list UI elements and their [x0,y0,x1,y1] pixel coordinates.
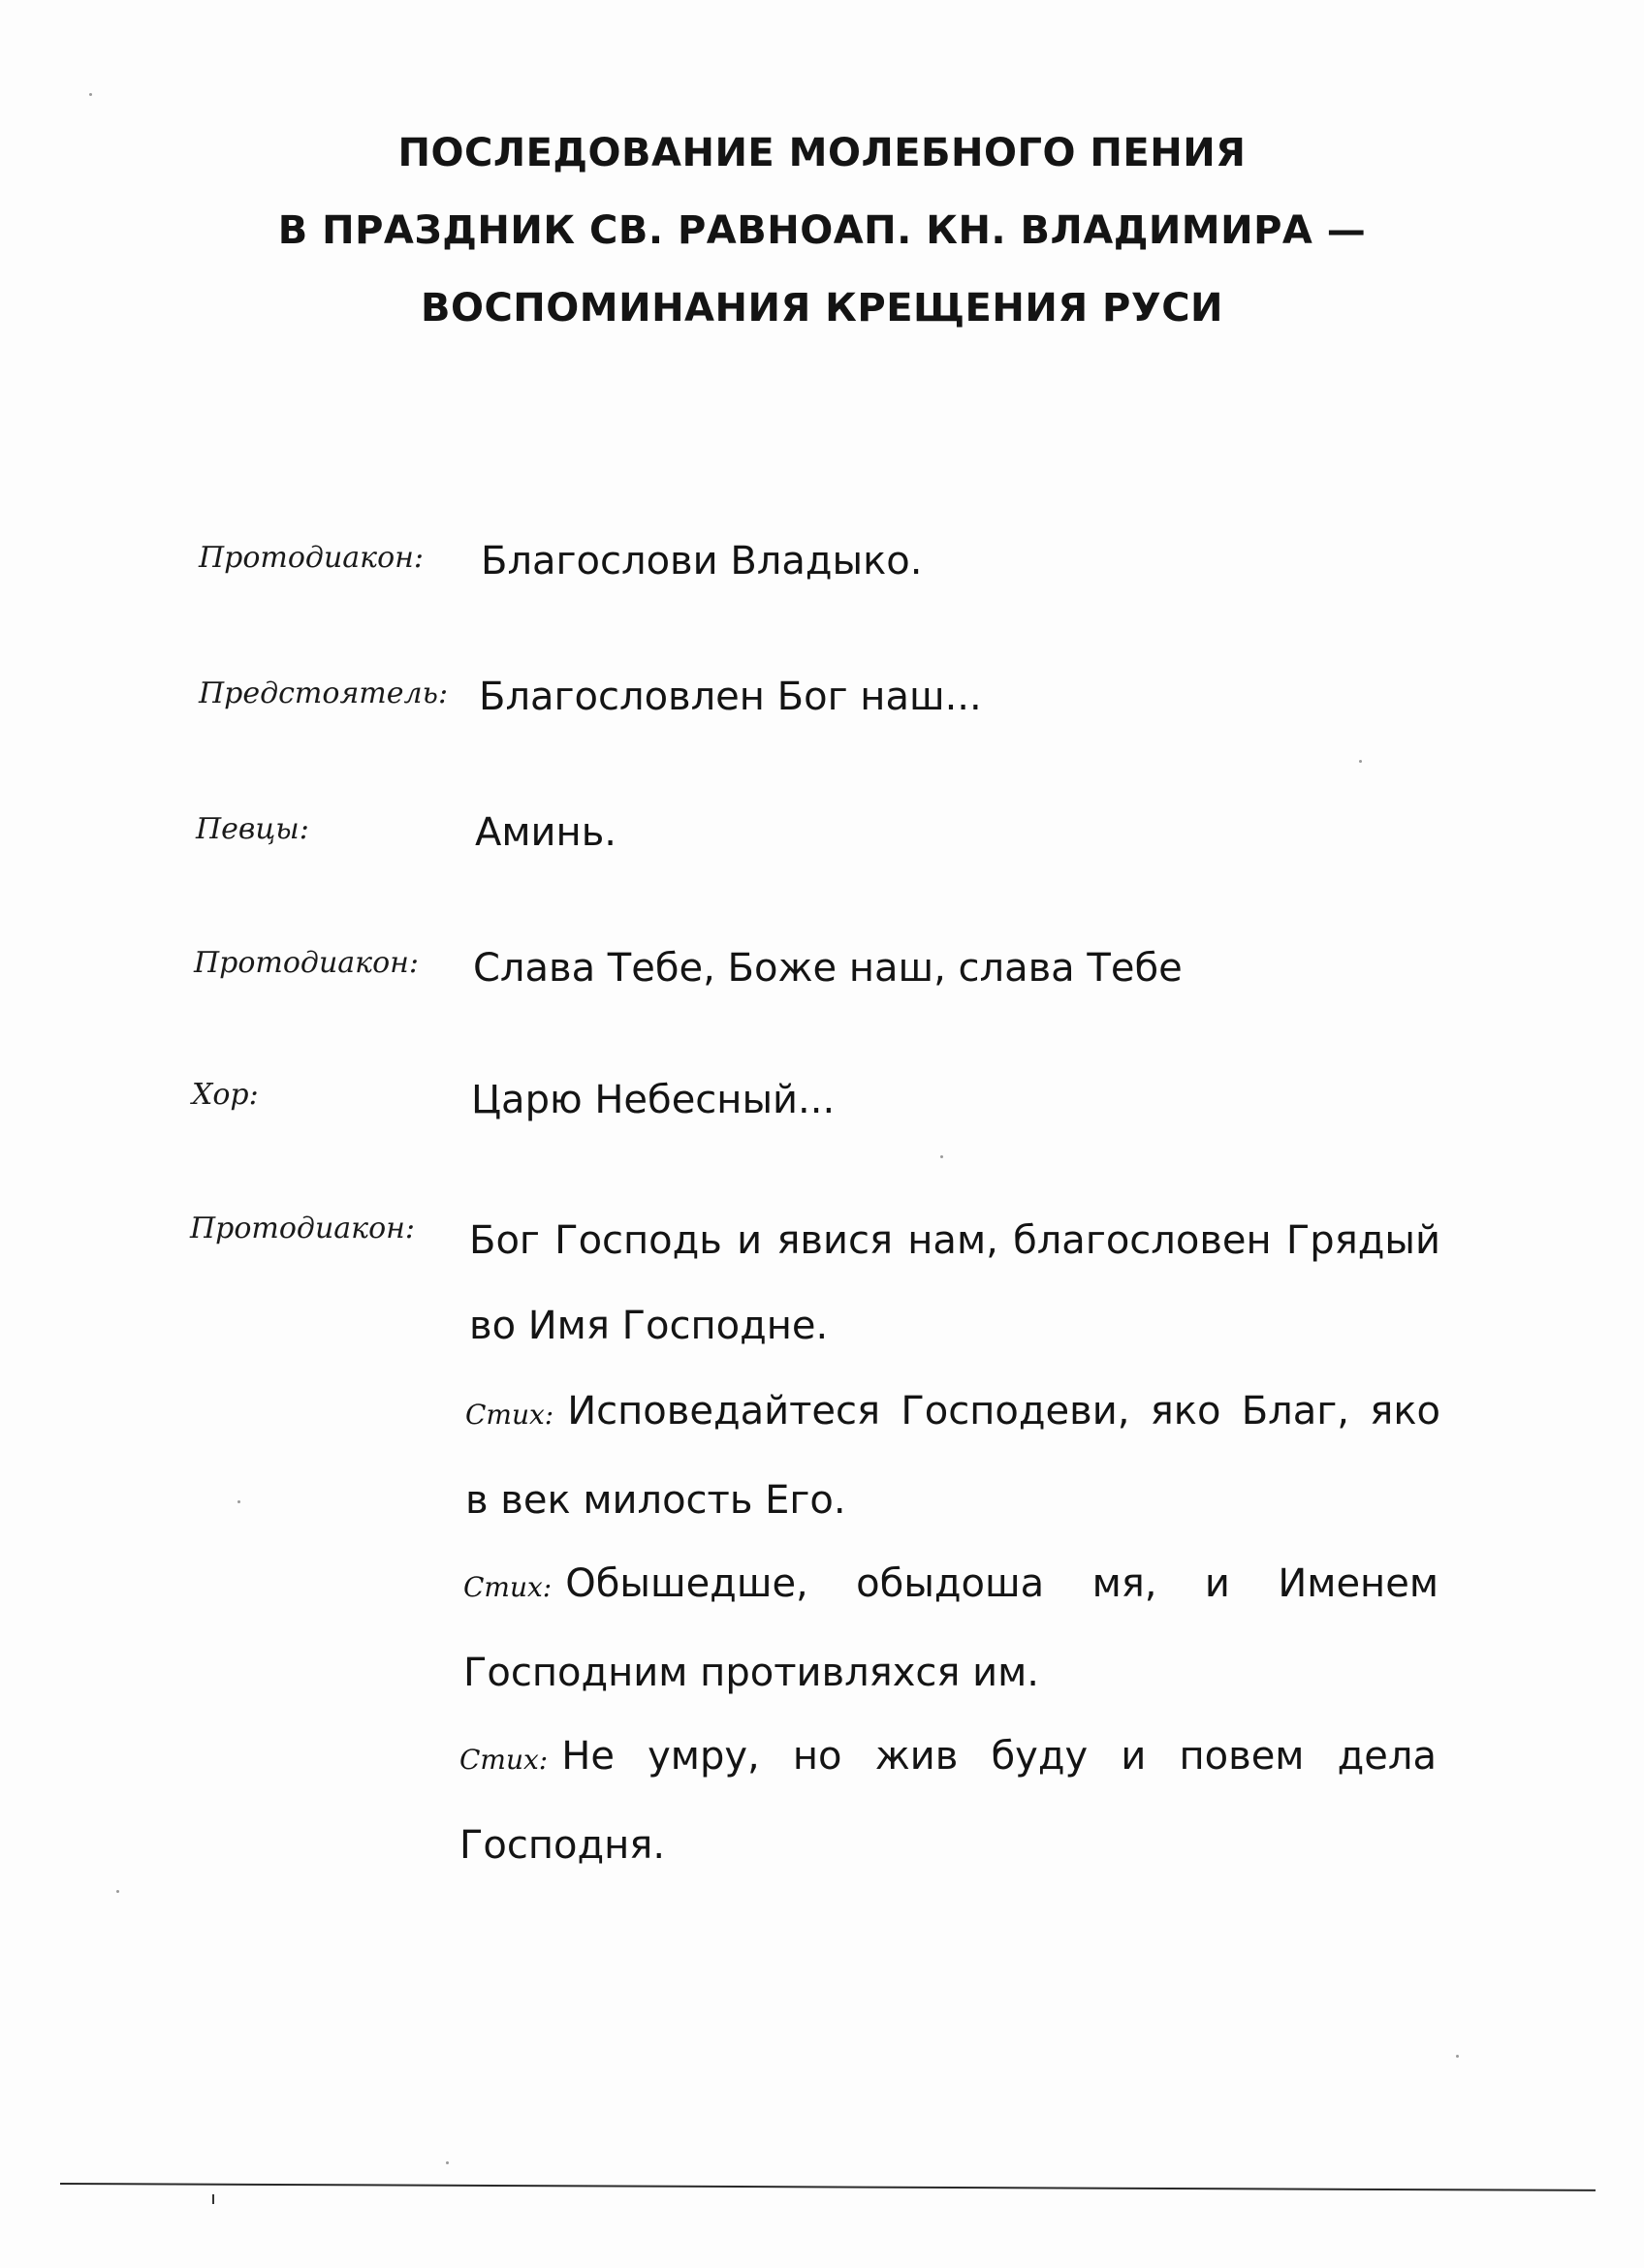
scan-speck [446,2161,449,2164]
verse-mark: Стих: [459,1744,549,1776]
entry-text: Благословлен Бог наш... [479,675,982,719]
scan-mark [212,2194,214,2204]
entry-text: Слава Тебе, Боже наш, слава Тебе [473,946,1183,991]
title-line-2: В ПРАЗДНИК СВ. РАВНОАП. КН. ВЛАДИМИРА — [277,208,1367,253]
verse-mark: Стих: [465,1399,554,1431]
scan-speck [237,1500,240,1503]
title-line-3: ВОСПОМИНАНИЯ КРЕЩЕНИЯ РУСИ [420,286,1224,331]
entry-text: Благослови Владыко. [481,539,923,583]
verse-text: Не умру, но жив буду и повем дела Господня. [459,1734,1437,1868]
verse-text: Исповедайтеся Господеви, яко Благ, яко в век милость Его. [465,1389,1440,1523]
scan-speck [89,93,92,96]
role-protodeacon: Протодиакон: [194,946,420,980]
role-singers: Певцы: [196,812,309,846]
role-protodeacon: Протодиакон: [190,1212,416,1245]
verse-block [465,1369,1440,1543]
scan-speck [1359,760,1362,763]
entry-text: Бог Господь и явися нам, благословен Грядый во Имя Господне. [469,1218,1440,1348]
role-presider: Предстоятель: [199,677,449,710]
verse-block [463,1541,1438,1716]
scan-speck [940,1155,943,1158]
verse-block [459,1714,1437,1888]
entry-text-multiline [469,1198,1440,1369]
verse-text: Обышедше, обыдоша мя, и Именем Господним противляхся им. [463,1561,1438,1695]
scan-speck [116,1890,119,1893]
title-line-1: ПОСЛЕДОВАНИЕ МОЛЕБНОГО ПЕНИЯ [397,131,1247,175]
verse-mark: Стих: [463,1571,553,1603]
entry-text: Аминь. [475,810,616,855]
role-choir: Хор: [192,1078,259,1112]
scan-speck [1456,2055,1459,2058]
footer-rule [60,2183,1596,2191]
document-title [0,114,1644,347]
role-protodeacon: Протодиакон: [199,541,425,575]
entry-text: Царю Небесный... [471,1078,836,1122]
